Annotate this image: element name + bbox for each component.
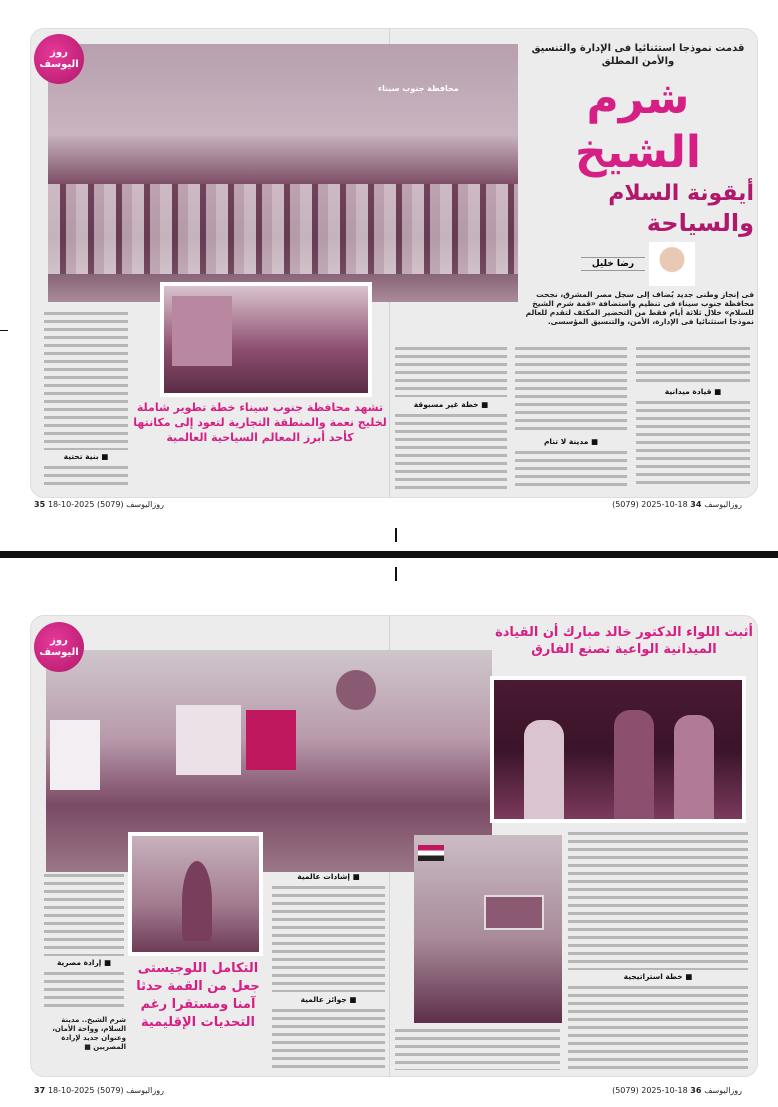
subhead: ■ جوائز عالمية bbox=[300, 995, 357, 1004]
emblem bbox=[336, 670, 376, 710]
page-number: 34 bbox=[690, 500, 702, 509]
page-number: 37 bbox=[34, 1086, 46, 1095]
governor-photo bbox=[490, 676, 746, 823]
gate-photo bbox=[160, 282, 372, 397]
spread-divider bbox=[0, 551, 778, 558]
subhead: ■ إشادات عالمية bbox=[297, 872, 360, 881]
group-photo bbox=[48, 44, 518, 302]
text-column bbox=[44, 970, 124, 1010]
text-column bbox=[636, 345, 750, 385]
crop-mark bbox=[395, 567, 397, 581]
subhead: ■ إرادة مصرية bbox=[56, 958, 112, 967]
title-block bbox=[522, 42, 754, 326]
issue-info: روزاليوسف (5079) 2025-10-18 bbox=[47, 500, 164, 509]
page-footer-right bbox=[612, 1086, 742, 1095]
subhead: ■ بنية تحتية bbox=[63, 452, 109, 461]
text-column bbox=[395, 412, 507, 490]
people-row bbox=[48, 184, 518, 274]
page-number: 35 bbox=[34, 500, 46, 509]
subhead: ■ مدينة لا تنام bbox=[543, 437, 599, 446]
kicker: قدمت نموذجا استثنائيا فى الإدارة والتنسيق والأمن المطلق bbox=[531, 43, 745, 67]
end-text: شرم الشيخ.. مدينة السلام، وواحة الأمان، وعنوان جديد لإرادة المصريين ■ bbox=[52, 1016, 126, 1051]
text-column bbox=[44, 464, 128, 490]
issue-info: روزاليوسف (5079) 2025-10-18 bbox=[47, 1086, 164, 1095]
intro-paragraph: فى إنجاز وطنى جديد يُضاف إلى سجل مصر المشرق، نجحت محافظة جنوب سيناء فى تنظيم واستضافة «قمة شرم الشيخ للسلام» خلال ثلاثة أيام فقط من التحضير المكثف لتقدم للعالم نموذجا استثنائيا فى الإدارة، الأمن، والتنسيق المؤسسى. bbox=[525, 290, 754, 326]
author-row bbox=[522, 242, 754, 286]
text-column bbox=[515, 345, 627, 435]
magazine-logo: روز اليوسف bbox=[34, 622, 84, 672]
text-column bbox=[272, 884, 385, 992]
billboard bbox=[484, 895, 544, 930]
text-column bbox=[636, 399, 750, 489]
gate-pillar bbox=[172, 296, 232, 366]
crop-mark bbox=[395, 528, 397, 542]
egypt-flag bbox=[418, 845, 444, 861]
subhead: ■ خطة غير مسبوقة bbox=[413, 400, 489, 409]
article-title: شرم الشيخ bbox=[574, 73, 702, 178]
article-subtitle-1: أيقونة السلام bbox=[608, 181, 754, 206]
crop-mark bbox=[0, 330, 8, 331]
issue-info: (5079) 2025-10-18 روزاليوسف bbox=[612, 1086, 742, 1095]
headline: أثبت اللواء الدكتور خالد مبارك أن القيادة الميدانية الواعية تصنع الفارق bbox=[495, 625, 753, 657]
article-subtitle-2: والسياحة bbox=[646, 209, 754, 237]
person bbox=[674, 715, 714, 820]
page-footer-left bbox=[34, 500, 164, 509]
billboard-photo bbox=[414, 835, 562, 1023]
inset-caption: تشهد محافظة جنوب سيناء خطة تطوير شاملة لخليج نعمة والمنطقة التجارية لتعود إلى مكانتها كأحد أبرز المعالم السياحية العالمية bbox=[133, 401, 387, 444]
monument bbox=[182, 861, 212, 941]
building-sign: محافظة جنوب سيناء bbox=[378, 84, 459, 93]
author-photo bbox=[649, 242, 695, 286]
author-name: رضا خليل bbox=[581, 257, 645, 271]
text-column bbox=[44, 872, 124, 956]
text-column bbox=[568, 830, 748, 970]
text-column bbox=[515, 449, 627, 489]
text-column bbox=[395, 1027, 560, 1070]
text-column bbox=[44, 310, 128, 450]
text-column bbox=[395, 345, 507, 397]
person bbox=[524, 720, 564, 820]
flag bbox=[50, 720, 100, 790]
page-number: 36 bbox=[690, 1086, 702, 1095]
page-footer-right bbox=[612, 500, 742, 509]
side-headline: التكامل اللوجيستى جعل من القمة حدثا آمنا ومستقرا رغم التحديات الإقليمية bbox=[136, 961, 260, 1030]
flag bbox=[246, 710, 296, 770]
monument-photo bbox=[128, 832, 263, 956]
subhead: ■ خطة استراتيجية bbox=[623, 972, 693, 981]
page-footer-left bbox=[34, 1086, 164, 1095]
text-column bbox=[272, 1007, 385, 1070]
flag bbox=[176, 705, 241, 775]
magazine-logo: روز اليوسف bbox=[34, 34, 84, 84]
subhead: ■ قيادة ميدانية bbox=[664, 387, 722, 396]
issue-info: (5079) 2025-10-18 روزاليوسف bbox=[612, 500, 742, 509]
person bbox=[614, 710, 654, 820]
text-column bbox=[568, 984, 748, 1070]
